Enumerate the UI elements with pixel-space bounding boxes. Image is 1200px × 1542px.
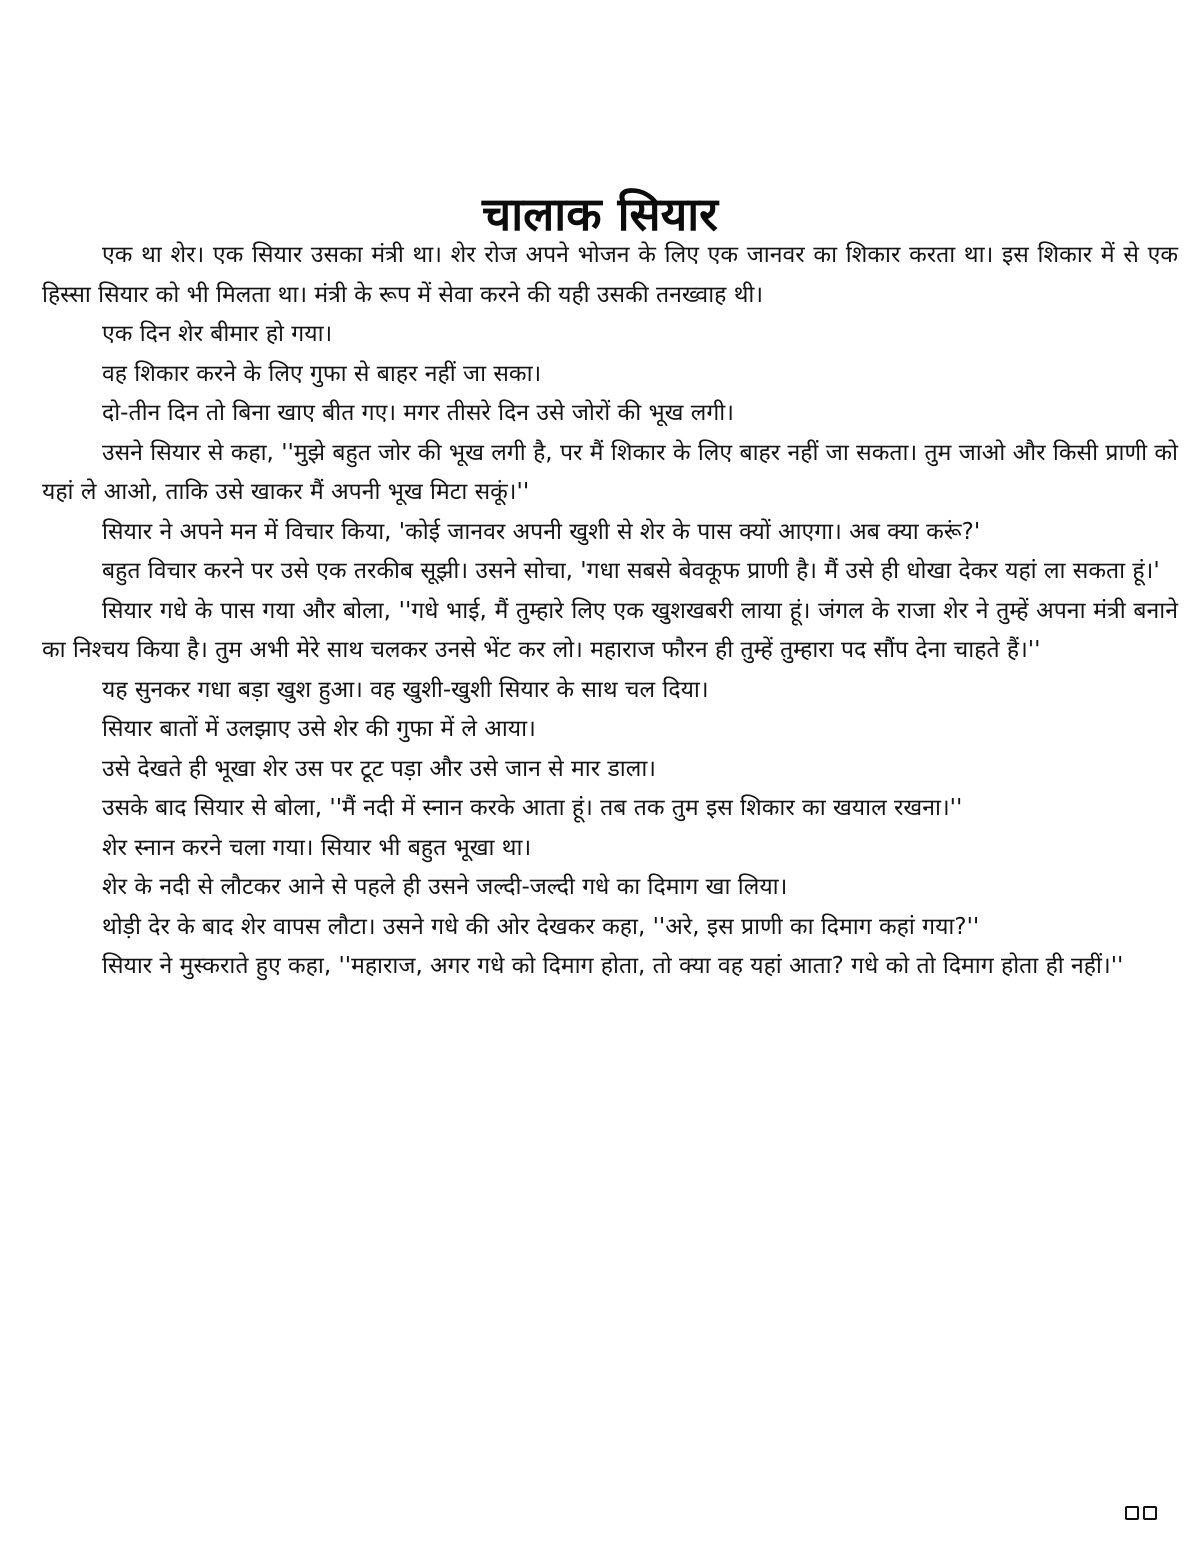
paragraph-6: सियार ने अपने मन में विचार किया, 'कोई जानवर अपनी खुशी से शेर के पास क्यों आएगा। अब क्या करूं?'	[102, 518, 981, 545]
paragraph-3: वह शिकार करने के लिए गुफा से बाहर नहीं जा सका।	[102, 360, 542, 387]
paragraph-7: बहुत विचार करने पर उसे एक तरकीब सूझी। उसने सोचा, 'गधा सबसे बेवकूफ प्राणी है। मैं उसे ही धोखा देकर यहां ला सकता हूं।'	[102, 558, 1160, 584]
paragraph-12: उसके बाद सियार से बोला, ''मैं नदी में स्नान करके आता हूं। तब तक तुम इस शिकार का खयाल रखना।''	[102, 795, 963, 821]
paragraph-9: यह सुनकर गधा बड़ा खुश हुआ। वह खुशी-खुशी सियार के साथ चल दिया।	[102, 676, 709, 703]
paragraph-14: शेर के नदी से लौटकर आने से पहले ही उसने जल्दी-जल्दी गधे का दिमाग खा लिया।	[102, 874, 788, 900]
paragraph-4: दो-तीन दिन तो बिना खाए बीत गए। मगर तीसरे दिन उसे जोरों की भूख लगी।	[102, 400, 734, 426]
story-body	[42, 236, 1178, 987]
end-of-story-mark	[1125, 1506, 1157, 1520]
paragraph-5: उसने सियार से कहा, ''मुझे बहुत जोर की भूख लगी है, पर मैं शिकार के लिए बाहर नहीं जा सकता। तुम जाओ और किसी प्राणी को यहां ले आओ, ताकि उसे खाकर मैं अपनी भूख मिटा सकूं।''	[42, 439, 1178, 505]
paragraph-15: थोड़ी देर के बाद शेर वापस लौटा। उसने गधे की ओर देखकर कहा, ''अरे, इस प्राणी का दिमाग कहां गया?''	[102, 913, 980, 940]
paragraph-11: उसे देखते ही भूखा शेर उस पर टूट पड़ा और उसे जान से मार डाला।	[102, 755, 657, 782]
story-title: चालाक सियार	[482, 186, 718, 241]
paragraph-10: सियार बातों में उलझाए उसे शेर की गुफा में ले आया।	[102, 716, 536, 742]
end-box-icon	[1125, 1506, 1139, 1520]
paragraph-16: सियार ने मुस्कराते हुए कहा, ''महाराज, अगर गधे को दिमाग होता, तो क्या वह यहां आता? गधे को तो दिमाग होता ही नहीं।''	[102, 953, 1124, 979]
paragraph-1: एक था शेर। एक सियार उसका मंत्री था। शेर रोज अपने भोजन के लिए एक जानवर का शिकार करता था। इस शिकार में से एक हिस्सा सियार को भी मिलता था। मंत्री के रूप में सेवा करने की यही उसकी तनख्वाह थी।	[42, 242, 1178, 308]
paragraph-13: शेर स्नान करने चला गया। सियार भी बहुत भूखा था।	[102, 834, 532, 861]
paragraph-8: सियार गधे के पास गया और बोला, ''गधे भाई, मैं तुम्हारे लिए एक खुशखबरी लाया हूं। जंगल के राजा शेर ने तुम्हें अपना मंत्री बनाने का निश्चय किया है। तुम अभी मेरे साथ चलकर उनसे भेंट कर लो। महाराज फौरन ही तुम्हें तुम्हारा पद सौंप देना चाहते हैं।''	[42, 597, 1178, 663]
paragraph-2: एक दिन शेर बीमार हो गया।	[102, 321, 333, 347]
end-box-icon	[1143, 1506, 1157, 1520]
